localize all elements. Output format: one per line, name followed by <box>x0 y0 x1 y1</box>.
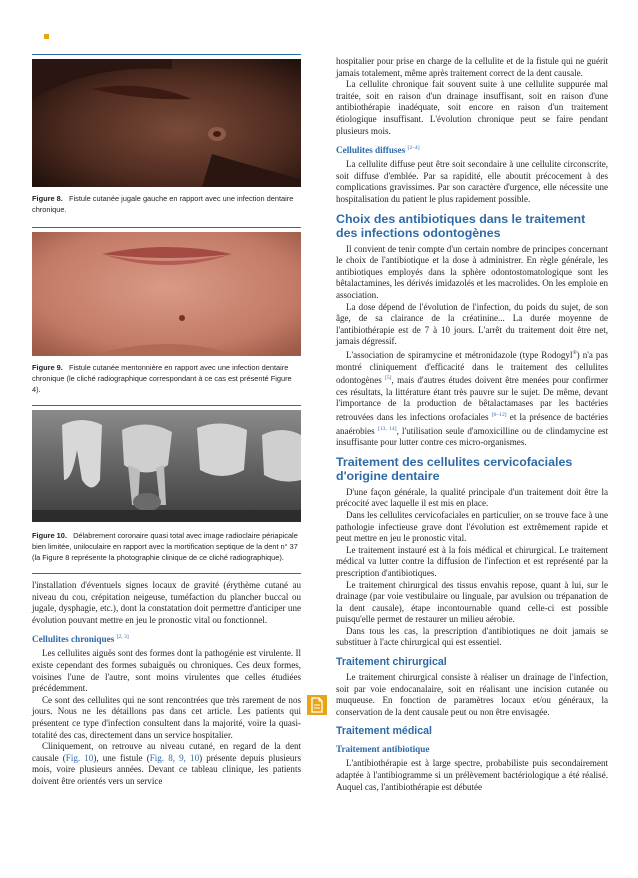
paragraph: Le traitement instauré est à la fois médical et chirurgical. Le traitement médical va lutter contre la diffusion de l'infection et est représenté par la prescription d'antibiotiques. <box>336 544 608 578</box>
text-run: , mais d'autres études doivent être menées pour confirmer ces résultats, la littérature étant très pauvre sur le sujet. De même, devant l'importance de la production de bêtalactamases par les bactéries retrouvées dans les infections orofaciales <box>336 375 608 422</box>
document-icon[interactable] <box>307 695 327 715</box>
paragraph: Il convient de tenir compte d'un certain nombre de principes concernant le choix de l'antibiotique et la dose à administrer. En règle générale, les antibiotiques employés dans la sphère odontostomatologique sont les bêtalactamines, les dérivés imidazolés et les macrolides. On les emploie en association. <box>336 243 608 300</box>
reference: [2, 3] <box>116 634 129 641</box>
paragraph: La cellulite chronique fait souvent suite à une cellulite suppurée mal traitée, soit en raison d'un drainage insuffisant, soit en raison d'une antibiothérapie inadéquate, soit encore en raison d'un traitement étiologique insuffisant. L'évolution chronique peut se faire pendant plusieurs mois. <box>336 79 608 136</box>
paragraph: Le traitement chirurgical consiste à réaliser un drainage de l'infection, soit par voie endocanalaire, soit en réalisant une incision cutanée ou muqueuse. En fonction de paramètres locaux et/ou généraux, la conservation de la dent causale peut ou non être envisagée. <box>336 672 608 717</box>
section-heading-medical: Traitement médical <box>336 725 432 738</box>
figure-10-caption-text: Délabrement coronaire quasi total avec image radioclaire périapicale bien limitée, uniloculaire en rapport avec la mortification septique de la dent n° 37 (la Figure 8 représente la photographie clinique de ce cliché radiographique). <box>32 531 298 562</box>
figure-9-caption-text: Fistule cutanée mentonnière en rapport avec une infection dentaire chronique (le cliché radiographique correspondant à ce cas est présenté Figure 4). <box>32 363 292 394</box>
text-run: , l'utilisation seule d'amoxicilline ou de clindamycine est insuffisante pour lutter contre ces micro-organismes. <box>336 425 608 448</box>
paragraph: L'antibiothérapie est à large spectre, probabiliste puis secondairement adaptée à l'antibiogramme si un prélèvement bactériologique a été réalisé. Auquel cas, l'antibiothérapie est débutée <box>336 758 608 792</box>
subheading-diffuse-cellulitis <box>336 142 608 156</box>
figure-link[interactable]: Fig. 8, 9, 10 <box>149 752 200 763</box>
right-column <box>336 56 608 793</box>
subheading-antibiotic-treatment: Traitement antibiotique <box>336 744 430 755</box>
paragraph: Ce sont des cellulites qui ne sont rencontrées que très rarement de nos jours. Nous ne les détaillons pas dans cet article. Les patients qui présentent ce type d'infection consultent dans la majorité, voire la quasi-totalité des cas, directement dans un service hospitalier. <box>32 694 301 740</box>
reference: [2–4] <box>407 145 420 152</box>
left-column <box>32 54 301 788</box>
paragraph: La cellulite diffuse peut être soit secondaire à une cellulite circonscrite, soit diffuse d'emblée. Par sa rapidité, elle aboutit précocement à des complications gravissimes. Par son caractère d'urgence, elle nécessite une hospitalisation du patient le plus rapidement possible. <box>336 159 608 204</box>
paragraph: Les cellulites aiguës sont des formes dont la pathogénie est virulente. Il existe cependant des formes subaiguës ou chroniques. Ces deux formes, voisines l'une de l'autre, sont moins virulentes que celles étudiées précédemment. <box>32 648 301 694</box>
figure-8-caption-text: Fistule cutanée jugale gauche en rapport avec une infection dentaire chronique. <box>32 194 294 214</box>
figure-9-caption <box>32 362 301 395</box>
figure-rule <box>32 227 301 228</box>
paragraph: Dans tous les cas, la prescription d'antibiotiques ne doit jamais se substituer à l'acte chirurgical qui est essentiel. <box>336 625 608 648</box>
figure-8-photo <box>32 59 301 187</box>
paragraph: Le traitement chirurgical des tissus envahis repose, quant à lui, sur le drainage (par voie vestibulaire ou linguale, par avulsion ou trépanation de la dent causale), étape incontournable quand celle-ci est possible puisqu'elle permet de restaurer un milieu aérobie. <box>336 579 608 625</box>
section-heading-antibiotics: Choix des antibiotiques dans le traitement des infections odontogènes <box>336 211 586 241</box>
registered-mark: ® <box>572 349 577 356</box>
reference[interactable]: [6–12] <box>491 411 507 418</box>
paragraph: l'installation d'éventuels signes locaux de gravité (érythème cutané au niveau du cou, crépitation neigeuse, tuméfaction du plancher buccal ou jugale, dysphagie, etc.), dont la constatation doit permettre d'anticiper une évolution pouvant mettre en jeu le pronostic vital ou fonctionnel. <box>32 580 301 625</box>
figure-rule <box>32 573 301 574</box>
page-marker-square <box>44 34 49 39</box>
figure-8-caption <box>32 193 301 215</box>
paragraph: Dans les cellulites cervicofaciales en particulier, on se trouve face à une pathologie infectieuse grave dont l'évolution est extrêmement rapide et peut mettre en jeu le pronostic vital. <box>336 509 608 544</box>
figure-10-radiograph <box>32 410 301 522</box>
subheading-text: Cellulites diffuses <box>336 145 406 156</box>
figure-9-photo <box>32 232 301 356</box>
reference[interactable]: [13, 14] <box>377 425 397 432</box>
section-heading-surgical: Traitement chirurgical <box>336 656 447 669</box>
figure-rule <box>32 54 301 55</box>
text-run: L'association de spiramycine et métronidazole (type Rodogyl <box>346 349 573 360</box>
reference[interactable]: [5] <box>385 375 392 382</box>
paragraph: D'une façon générale, la qualité principale d'un traitement doit être la précocité avec laquelle il est mis en place. <box>336 486 608 509</box>
figure-link[interactable]: Fig. 10 <box>65 752 94 763</box>
subheading-chronic-cellulitis <box>32 631 301 645</box>
paragraph <box>32 741 301 787</box>
figure-10-caption <box>32 530 301 563</box>
section-heading-treatment: Traitement des cellulites cervicofaciales d'origine dentaire <box>336 454 573 484</box>
text-run: ), une fistule ( <box>93 752 150 763</box>
figure-rule <box>32 405 301 406</box>
text-run: ) présente depuis plusieurs mois, voire plusieurs années. Devant ce tableau clinique, les patients doivent être orientés vers un service <box>32 752 301 786</box>
figure-9-label: Figure 9. <box>32 363 63 372</box>
text-run: et la présence de bactéries anaérobies <box>336 411 608 436</box>
figure-8-label: Figure 8. <box>32 194 63 203</box>
paragraph: hospitalier pour prise en charge de la cellulite et de la fistule qui ne guérit jamais totalement, même après traitement correct de la dent causale. <box>336 56 608 78</box>
figure-10-label: Figure 10. <box>32 531 67 540</box>
text-run: ) n'a pas montré cliniquement d'efficacité dans le traitement des cellulites odontogènes <box>336 349 608 386</box>
subheading-text: Cellulites chroniques <box>32 634 115 645</box>
paragraph <box>336 348 608 449</box>
paragraph: La dose dépend de l'évolution de l'infection, du poids du sujet, de son âge, de sa clairance de la créatinine... La durée moyenne de l'antibiothérapie est de 7 à 10 jours. L'arrêt du traitement doit être net, jamais dégressif. <box>336 301 608 347</box>
text-run: Cliniquement, on retrouve au niveau cutané, en regard de la dent causale ( <box>32 741 301 763</box>
